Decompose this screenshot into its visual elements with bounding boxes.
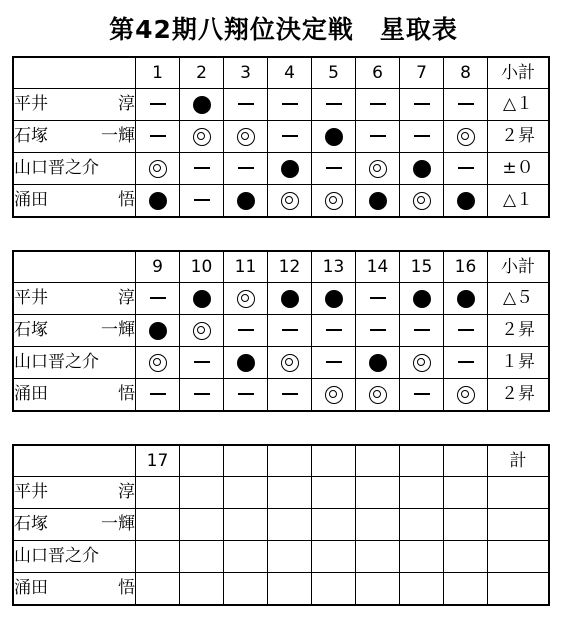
result-cell bbox=[136, 185, 180, 217]
no-match-dash-icon bbox=[194, 199, 210, 201]
header-round-cell: 3 bbox=[224, 58, 268, 89]
result-cell bbox=[268, 185, 312, 217]
result-cell bbox=[224, 347, 268, 379]
result-cell bbox=[312, 347, 356, 379]
header-round-cell: 11 bbox=[224, 252, 268, 283]
no-match-dash-icon bbox=[282, 103, 298, 105]
standings-table-3 bbox=[13, 445, 549, 605]
player-name-part: 悟 bbox=[118, 384, 135, 404]
result-cell bbox=[312, 541, 356, 573]
player-name-cell bbox=[14, 477, 136, 509]
loss-black-circle-icon bbox=[325, 128, 343, 146]
result-cell bbox=[136, 379, 180, 411]
win-double-circle-icon bbox=[457, 128, 475, 146]
result-cell bbox=[356, 283, 400, 315]
header-round-cell: 2 bbox=[180, 58, 224, 89]
loss-black-circle-icon bbox=[413, 290, 431, 308]
player-name-part: 石塚 bbox=[14, 320, 48, 340]
result-cell bbox=[224, 477, 268, 509]
result-cell bbox=[136, 541, 180, 573]
win-double-circle-icon bbox=[457, 386, 475, 404]
subtotal-cell bbox=[488, 573, 549, 605]
player-name-part: 平井 bbox=[14, 482, 48, 502]
loss-black-circle-icon bbox=[281, 160, 299, 178]
player-name-part: 一輝 bbox=[101, 514, 135, 534]
player-name-part: 涌田 bbox=[14, 578, 48, 598]
no-match-dash-icon bbox=[414, 329, 430, 331]
subtotal-cell: ２昇 bbox=[488, 379, 549, 411]
header-subtotal-cell: 小計 bbox=[488, 252, 549, 283]
result-cell bbox=[400, 509, 444, 541]
player-row bbox=[14, 347, 549, 379]
loss-black-circle-icon bbox=[413, 160, 431, 178]
player-name-cell bbox=[14, 89, 136, 121]
result-cell bbox=[400, 541, 444, 573]
loss-black-circle-icon bbox=[237, 354, 255, 372]
result-cell bbox=[136, 153, 180, 185]
header-corner-cell bbox=[14, 446, 136, 477]
result-cell bbox=[180, 477, 224, 509]
no-match-dash-icon bbox=[238, 103, 254, 105]
no-match-dash-icon bbox=[458, 167, 474, 169]
loss-black-circle-icon bbox=[325, 290, 343, 308]
loss-black-circle-icon bbox=[193, 290, 211, 308]
header-corner-cell bbox=[14, 252, 136, 283]
player-name-cell bbox=[14, 283, 136, 315]
subtotal-cell: △１ bbox=[488, 185, 549, 217]
result-cell bbox=[444, 379, 488, 411]
result-cell bbox=[180, 541, 224, 573]
subtotal-cell: ２昇 bbox=[488, 121, 549, 153]
result-cell bbox=[224, 121, 268, 153]
win-double-circle-icon bbox=[149, 354, 167, 372]
no-match-dash-icon bbox=[238, 167, 254, 169]
result-cell bbox=[268, 153, 312, 185]
result-cell bbox=[224, 315, 268, 347]
result-cell bbox=[268, 379, 312, 411]
player-name-part: 悟 bbox=[118, 190, 135, 210]
header-round-cell: 12 bbox=[268, 252, 312, 283]
result-cell bbox=[180, 89, 224, 121]
header-round-cell: 5 bbox=[312, 58, 356, 89]
player-name-cell bbox=[14, 347, 136, 379]
loss-black-circle-icon bbox=[149, 192, 167, 210]
standings-table-1 bbox=[13, 57, 549, 217]
no-match-dash-icon bbox=[194, 167, 210, 169]
result-cell bbox=[136, 315, 180, 347]
loss-black-circle-icon bbox=[237, 192, 255, 210]
no-match-dash-icon bbox=[326, 361, 342, 363]
player-name-cell bbox=[14, 509, 136, 541]
result-cell bbox=[136, 283, 180, 315]
player-row bbox=[14, 89, 549, 121]
loss-black-circle-icon bbox=[369, 354, 387, 372]
result-cell bbox=[224, 573, 268, 605]
player-row bbox=[14, 121, 549, 153]
result-cell bbox=[268, 509, 312, 541]
result-cell bbox=[136, 121, 180, 153]
player-name-part: 淳 bbox=[118, 288, 135, 308]
result-cell bbox=[444, 153, 488, 185]
win-double-circle-icon bbox=[281, 354, 299, 372]
result-cell bbox=[180, 573, 224, 605]
subtotal-cell bbox=[488, 541, 549, 573]
result-cell bbox=[400, 89, 444, 121]
result-cell bbox=[444, 121, 488, 153]
player-name-cell bbox=[14, 573, 136, 605]
no-match-dash-icon bbox=[150, 103, 166, 105]
player-name-part: 淳 bbox=[118, 482, 135, 502]
loss-black-circle-icon bbox=[369, 192, 387, 210]
player-row bbox=[14, 379, 549, 411]
header-round-cell: 9 bbox=[136, 252, 180, 283]
win-double-circle-icon bbox=[413, 354, 431, 372]
result-cell bbox=[356, 315, 400, 347]
result-cell bbox=[356, 121, 400, 153]
player-row bbox=[14, 185, 549, 217]
header-round-cell: 6 bbox=[356, 58, 400, 89]
header-row bbox=[14, 252, 549, 283]
player-row bbox=[14, 315, 549, 347]
result-cell bbox=[312, 315, 356, 347]
player-row bbox=[14, 541, 549, 573]
win-double-circle-icon bbox=[237, 128, 255, 146]
header-round-cell: 16 bbox=[444, 252, 488, 283]
result-cell bbox=[180, 347, 224, 379]
header-subtotal-cell: 小計 bbox=[488, 58, 549, 89]
no-match-dash-icon bbox=[238, 393, 254, 395]
result-cell bbox=[356, 477, 400, 509]
result-cell bbox=[356, 509, 400, 541]
no-match-dash-icon bbox=[370, 297, 386, 299]
player-name-part: 山口晋之介 bbox=[14, 158, 99, 178]
header-round-cell bbox=[312, 446, 356, 477]
subtotal-cell bbox=[488, 509, 549, 541]
result-cell bbox=[312, 379, 356, 411]
result-cell bbox=[444, 89, 488, 121]
result-cell bbox=[224, 153, 268, 185]
header-subtotal-cell: 計 bbox=[488, 446, 549, 477]
player-name-cell bbox=[14, 379, 136, 411]
header-round-cell: 17 bbox=[136, 446, 180, 477]
no-match-dash-icon bbox=[414, 103, 430, 105]
win-double-circle-icon bbox=[237, 290, 255, 308]
player-name-cell bbox=[14, 315, 136, 347]
no-match-dash-icon bbox=[326, 103, 342, 105]
player-row bbox=[14, 573, 549, 605]
result-cell bbox=[444, 541, 488, 573]
result-cell bbox=[444, 573, 488, 605]
result-cell bbox=[136, 89, 180, 121]
subtotal-cell: △１ bbox=[488, 89, 549, 121]
result-cell bbox=[312, 121, 356, 153]
player-row bbox=[14, 283, 549, 315]
result-cell bbox=[136, 347, 180, 379]
no-match-dash-icon bbox=[282, 393, 298, 395]
result-cell bbox=[356, 541, 400, 573]
player-name-cell bbox=[14, 153, 136, 185]
result-cell bbox=[312, 153, 356, 185]
no-match-dash-icon bbox=[150, 297, 166, 299]
player-name-cell bbox=[14, 541, 136, 573]
header-row bbox=[14, 58, 549, 89]
result-cell bbox=[268, 477, 312, 509]
result-cell bbox=[136, 509, 180, 541]
no-match-dash-icon bbox=[282, 329, 298, 331]
result-cell bbox=[400, 477, 444, 509]
header-row bbox=[14, 446, 549, 477]
result-cell bbox=[356, 153, 400, 185]
no-match-dash-icon bbox=[370, 103, 386, 105]
loss-black-circle-icon bbox=[281, 290, 299, 308]
result-cell bbox=[268, 121, 312, 153]
result-cell bbox=[444, 347, 488, 379]
player-row bbox=[14, 509, 549, 541]
result-cell bbox=[268, 315, 312, 347]
player-row bbox=[14, 153, 549, 185]
result-cell bbox=[356, 89, 400, 121]
subtotal-cell: ２昇 bbox=[488, 315, 549, 347]
result-cell bbox=[400, 573, 444, 605]
no-match-dash-icon bbox=[458, 329, 474, 331]
no-match-dash-icon bbox=[282, 135, 298, 137]
no-match-dash-icon bbox=[458, 361, 474, 363]
no-match-dash-icon bbox=[326, 329, 342, 331]
result-cell bbox=[400, 153, 444, 185]
win-double-circle-icon bbox=[325, 192, 343, 210]
header-round-cell: 14 bbox=[356, 252, 400, 283]
result-cell bbox=[400, 315, 444, 347]
result-cell bbox=[444, 315, 488, 347]
no-match-dash-icon bbox=[326, 167, 342, 169]
header-round-cell: 10 bbox=[180, 252, 224, 283]
player-name-cell bbox=[14, 121, 136, 153]
player-name-part: 一輝 bbox=[101, 126, 135, 146]
result-cell bbox=[224, 541, 268, 573]
header-round-cell: 7 bbox=[400, 58, 444, 89]
no-match-dash-icon bbox=[370, 135, 386, 137]
result-cell bbox=[312, 509, 356, 541]
subtotal-cell: ±０ bbox=[488, 153, 549, 185]
player-name-part: 一輝 bbox=[101, 320, 135, 340]
result-cell bbox=[356, 347, 400, 379]
result-cell bbox=[224, 89, 268, 121]
result-cell bbox=[180, 121, 224, 153]
player-name-part: 石塚 bbox=[14, 514, 48, 534]
result-cell bbox=[444, 477, 488, 509]
page-title: 第42期八翔位決定戦 星取表 bbox=[109, 15, 458, 44]
result-cell bbox=[444, 283, 488, 315]
result-cell bbox=[180, 509, 224, 541]
header-round-cell: 4 bbox=[268, 58, 312, 89]
result-cell bbox=[312, 477, 356, 509]
header-corner-cell bbox=[14, 58, 136, 89]
result-cell bbox=[444, 185, 488, 217]
result-cell bbox=[180, 315, 224, 347]
no-match-dash-icon bbox=[194, 393, 210, 395]
result-cell bbox=[180, 153, 224, 185]
player-name-part: 石塚 bbox=[14, 126, 48, 146]
win-double-circle-icon bbox=[369, 160, 387, 178]
no-match-dash-icon bbox=[238, 329, 254, 331]
player-name-part: 山口晋之介 bbox=[14, 546, 99, 566]
header-round-cell: 8 bbox=[444, 58, 488, 89]
no-match-dash-icon bbox=[150, 393, 166, 395]
loss-black-circle-icon bbox=[193, 96, 211, 114]
no-match-dash-icon bbox=[414, 135, 430, 137]
win-double-circle-icon bbox=[369, 386, 387, 404]
result-cell bbox=[444, 509, 488, 541]
player-name-cell bbox=[14, 185, 136, 217]
loss-black-circle-icon bbox=[457, 290, 475, 308]
result-cell bbox=[400, 283, 444, 315]
header-round-cell bbox=[356, 446, 400, 477]
no-match-dash-icon bbox=[458, 103, 474, 105]
no-match-dash-icon bbox=[370, 329, 386, 331]
result-cell bbox=[180, 185, 224, 217]
header-round-cell bbox=[180, 446, 224, 477]
no-match-dash-icon bbox=[150, 135, 166, 137]
result-cell bbox=[180, 283, 224, 315]
win-double-circle-icon bbox=[193, 322, 211, 340]
win-double-circle-icon bbox=[193, 128, 211, 146]
result-cell bbox=[312, 283, 356, 315]
player-name-part: 涌田 bbox=[14, 384, 48, 404]
result-cell bbox=[268, 283, 312, 315]
result-cell bbox=[356, 185, 400, 217]
result-cell bbox=[400, 379, 444, 411]
player-name-part: 山口晋之介 bbox=[14, 352, 99, 372]
player-row bbox=[14, 477, 549, 509]
no-match-dash-icon bbox=[414, 393, 430, 395]
result-cell bbox=[268, 573, 312, 605]
result-cell bbox=[356, 573, 400, 605]
subtotal-cell: △５ bbox=[488, 283, 549, 315]
no-match-dash-icon bbox=[194, 361, 210, 363]
win-double-circle-icon bbox=[325, 386, 343, 404]
result-cell bbox=[400, 121, 444, 153]
result-cell bbox=[180, 379, 224, 411]
header-round-cell: 15 bbox=[400, 252, 444, 283]
player-name-part: 悟 bbox=[118, 578, 135, 598]
result-cell bbox=[268, 89, 312, 121]
loss-black-circle-icon bbox=[457, 192, 475, 210]
subtotal-cell bbox=[488, 477, 549, 509]
header-round-cell bbox=[400, 446, 444, 477]
player-name-part: 涌田 bbox=[14, 190, 48, 210]
header-round-cell: 1 bbox=[136, 58, 180, 89]
result-cell bbox=[224, 379, 268, 411]
header-round-cell bbox=[268, 446, 312, 477]
header-round-cell: 13 bbox=[312, 252, 356, 283]
header-round-cell bbox=[224, 446, 268, 477]
standings-table-2 bbox=[13, 251, 549, 411]
result-cell bbox=[224, 283, 268, 315]
result-cell bbox=[312, 89, 356, 121]
result-cell bbox=[136, 573, 180, 605]
result-cell bbox=[268, 347, 312, 379]
result-cell bbox=[136, 477, 180, 509]
result-cell bbox=[224, 509, 268, 541]
subtotal-cell: １昇 bbox=[488, 347, 549, 379]
result-cell bbox=[268, 541, 312, 573]
win-double-circle-icon bbox=[413, 192, 431, 210]
result-cell bbox=[224, 185, 268, 217]
player-name-part: 平井 bbox=[14, 94, 48, 114]
result-cell bbox=[312, 573, 356, 605]
loss-black-circle-icon bbox=[149, 322, 167, 340]
player-name-part: 淳 bbox=[118, 94, 135, 114]
result-cell bbox=[400, 185, 444, 217]
header-round-cell bbox=[444, 446, 488, 477]
result-cell bbox=[312, 185, 356, 217]
win-double-circle-icon bbox=[149, 160, 167, 178]
win-double-circle-icon bbox=[281, 192, 299, 210]
player-name-part: 平井 bbox=[14, 288, 48, 308]
result-cell bbox=[356, 379, 400, 411]
result-cell bbox=[400, 347, 444, 379]
